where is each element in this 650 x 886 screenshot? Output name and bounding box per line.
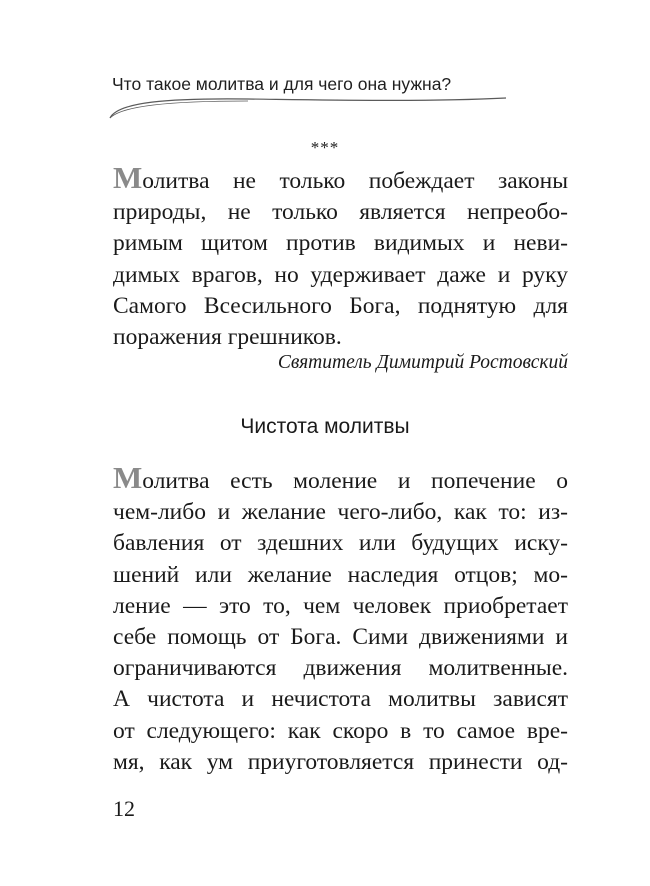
body-line-4: шений или желание наследия отцов; мо-: [113, 561, 568, 588]
running-head: Что такое молитва и для чего она нужна?: [112, 74, 452, 94]
quote-paragraph: [113, 160, 568, 353]
quote-dropcap: М: [113, 160, 143, 195]
body-line-2: чем-либо и желание чего-либо, как то: из-: [113, 499, 568, 526]
body-line-10: мя, как ум приуготовляется принести од-: [113, 748, 568, 775]
body-line-8: А чистота и нечистота молитвы зависят: [113, 686, 568, 713]
quote-line-1: Молитва не только побеждает законы: [113, 160, 568, 195]
quote-line-4: димых врагов, но удерживает даже и руку: [113, 261, 568, 288]
quote-attribution: Святитель Димитрий Ростовский: [277, 352, 568, 373]
body-line-1: Молитва есть моление и попечение о: [113, 460, 568, 495]
body-dropcap: М: [113, 460, 143, 495]
header-swash-ornament: [108, 96, 508, 120]
section-title: Чистота молитвы: [240, 415, 410, 438]
body-line-9: от следующего: как скоро в то самое вре-: [113, 717, 568, 744]
body-line-3: бавления от здешних или будущих иску-: [113, 530, 568, 557]
body-line-5: ление — это то, чем человек приобретает: [113, 592, 568, 619]
body-paragraph: [113, 460, 568, 778]
body-line-7: ограничиваются движения молитвенные.: [113, 655, 568, 682]
body-line-6: себе помощь от Бога. Сими движениями и: [113, 623, 568, 650]
page-number: 12: [113, 796, 135, 821]
quote-line-5: Самого Всесильного Бога, поднятую для: [113, 292, 568, 319]
quote-line-3: римым щитом против видимых и неви-: [113, 230, 568, 257]
section-separator: ***: [310, 138, 340, 157]
quote-line-6: поражения грешников.: [113, 323, 342, 350]
quote-line-2: природы, не только является непреобо-: [113, 199, 568, 226]
